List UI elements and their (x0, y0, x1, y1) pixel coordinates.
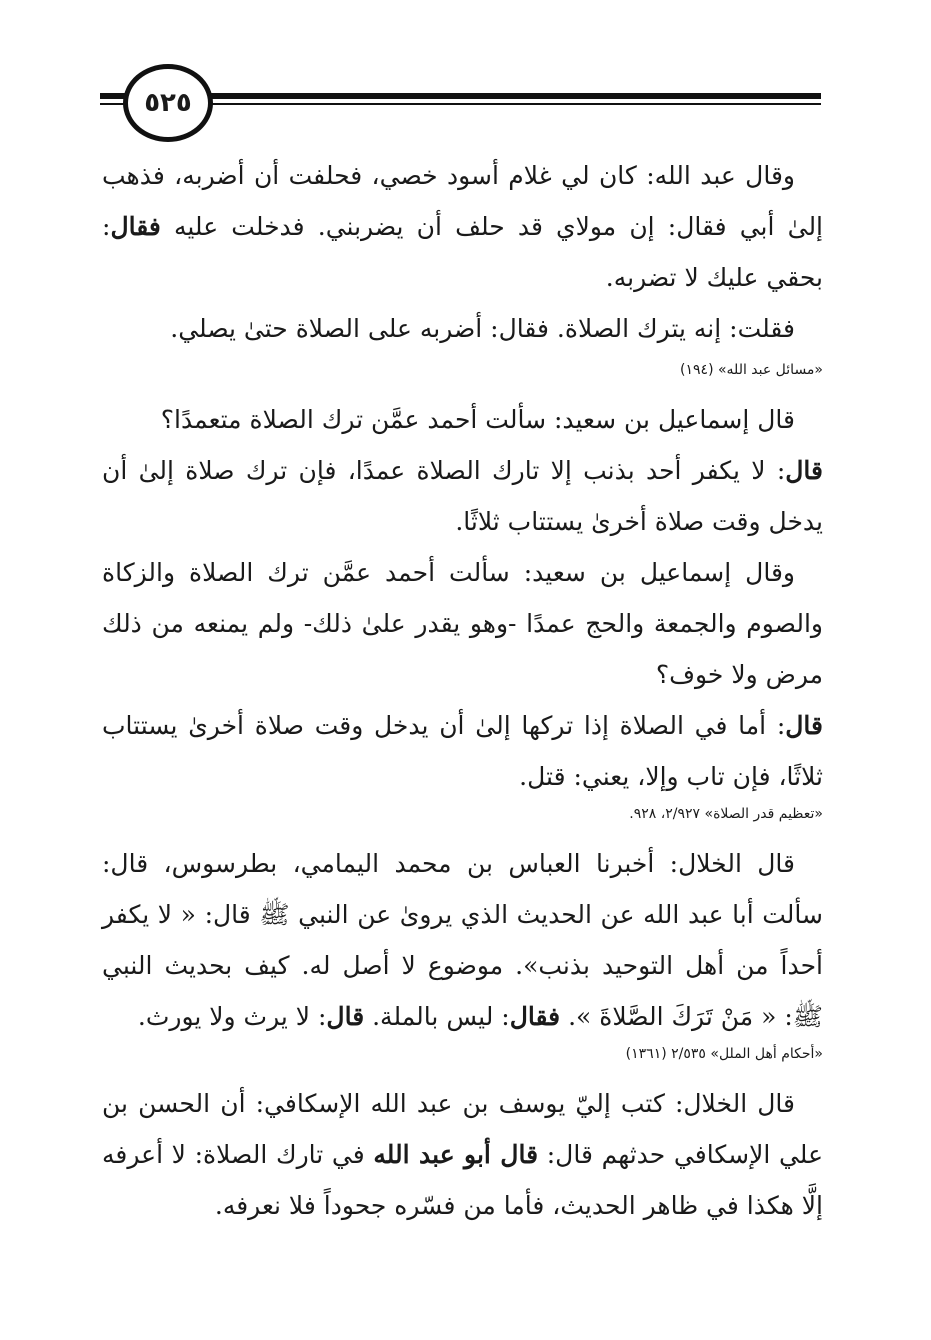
text-run: في تارك الصلاة: لا أعرفه إلَّا هكذا في ظاهر الحديث، فأما من فسّره جحوداً فلا نعرفه. (102, 1140, 823, 1220)
page-number: ٥٢٥ (123, 64, 213, 142)
bold-text: فقال (509, 1002, 561, 1031)
citation: «مسائل عبد الله» (١٩٤) (680, 362, 823, 378)
paragraph (102, 1078, 823, 1231)
bold-text: قال (785, 711, 823, 740)
paragraph (102, 150, 823, 303)
citation: «أحكام أهل الملل» ٢/٥٣٥ (١٣٦١) (625, 1046, 823, 1062)
page-header (0, 0, 931, 140)
text-run: : بحقي عليك لا تضربه. (102, 212, 823, 292)
bold-text: قال (785, 456, 823, 485)
text-run: : لا يكفر أحد بذنب إلا تارك الصلاة عمدًا، فإن ترك صلاة إلىٰ أن يدخل وقت صلاة أخرىٰ يستتاب ثلاثًا. (102, 456, 823, 536)
paragraph: وقال إسماعيل بن سعيد: سألت أحمد عمَّن ترك الصلاة والزكاة والصوم والجمعة والحج عمدًا -وهو يقدر علىٰ ذلك- ولم يمنعه من ذلك مرض ولا خوف؟ (102, 558, 823, 689)
paragraph (102, 700, 823, 802)
text-run: : ليس بالملة. (372, 1002, 510, 1031)
text-run: : لا يرث ولا يورث. (137, 1002, 327, 1031)
citation: «تعظيم قدر الصلاة» ٢/٩٢٧، ٩٢٨. (629, 806, 823, 822)
paragraph: فقلت: إنه يترك الصلاة. فقال: أضربه على الصلاة حتىٰ يصلي. (170, 314, 795, 343)
text-run: قال الخلال: كتب إليّ يوسف بن عبد الله الإسكافي: أن الحسن بن علي الإسكافي حدثهم قال: (102, 1089, 823, 1169)
text-run: وقال عبد الله: كان لي غلام أسود خصي، فحلفت أن أضربه، فذهب إلىٰ أبي فقال: إن مولاي قد حلف أن يضربني. فدخلت عليه (102, 161, 824, 241)
paragraph (102, 445, 823, 547)
bold-text: قال أبو عبد الله (373, 1140, 539, 1169)
bold-text: فقال (110, 212, 161, 241)
text-run: قال الخلال: أخبرنا العباس بن محمد اليمامي، بطرسوس، قال: سألت أبا عبد الله عن الحديث الذي يروىٰ عن النبي ﷺ قال: « لا يكفر أحداً من أهل التوحيد بذنب». موضوع لا أصل له. كيف بحديث النبي ﷺ: « مَنْ تَرَكَ الصَّلاةَ ». (102, 849, 823, 1031)
bold-text: قال (326, 1002, 365, 1031)
text-run: : أما في الصلاة إذا تركها إلىٰ أن يدخل وقت صلاة أخرىٰ يستتاب ثلاثًا، فإن تاب وإلا، يعني: قتل. (102, 711, 823, 791)
page-body (102, 150, 823, 1231)
paragraph (102, 838, 823, 1042)
paragraph: قال إسماعيل بن سعيد: سألت أحمد عمَّن ترك الصلاة متعمدًا؟ (160, 405, 795, 434)
